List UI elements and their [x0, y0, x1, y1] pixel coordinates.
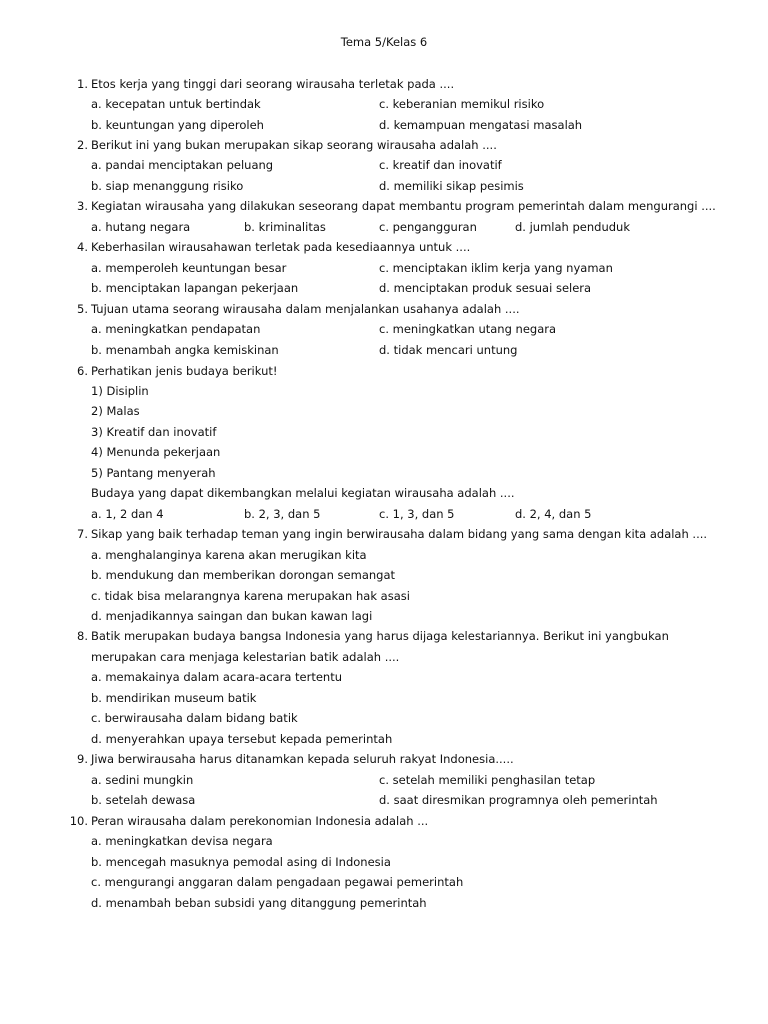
question-number: 5.: [77, 302, 88, 316]
list-item-text: 1) Disiplin: [91, 384, 149, 398]
option-text: a. meningkatkan devisa negara: [91, 834, 273, 848]
option-b: b. setelah dewasa: [91, 793, 196, 807]
option-d: d. memiliki sikap pesimis: [379, 179, 524, 193]
option-d: d. kemampuan mengatasi masalah: [379, 118, 583, 132]
option-text: d. menyerahkan upaya tersebut kepada pemerintah: [91, 732, 393, 746]
option-text: b. mendukung dan memberikan dorongan semangat: [91, 568, 396, 582]
question-text: Kegiatan wirausaha yang dilakukan seseorang dapat membantu program pemerintah dalam mengurangi ....: [91, 199, 716, 213]
option-c: c. pengangguran: [379, 220, 477, 234]
option-d: d. saat diresmikan programnya oleh pemerintah: [379, 793, 658, 807]
option-b: b. menambah angka kemiskinan: [91, 343, 279, 357]
option-c: c. menciptakan iklim kerja yang nyaman: [379, 261, 613, 275]
page-title: Tema 5/Kelas 6: [340, 35, 428, 49]
option-c: c. kreatif dan inovatif: [379, 158, 502, 172]
option-b: b. keuntungan yang diperoleh: [91, 118, 264, 132]
option-a: a. hutang negara: [91, 220, 191, 234]
option-c: c. setelah memiliki penghasilan tetap: [379, 773, 596, 787]
option-a: a. 1, 2 dan 4: [91, 507, 164, 521]
question-number: 6.: [77, 364, 88, 378]
question-number: 2.: [77, 138, 88, 152]
question-text: Budaya yang dapat dikembangkan melalui kegiatan wirausaha adalah ....: [91, 486, 515, 500]
list-item-text: 2) Malas: [91, 404, 140, 418]
option-b: b. kriminalitas: [244, 220, 326, 234]
option-text: a. memakainya dalam acara-acara tertentu: [91, 670, 343, 684]
question-number: 9.: [77, 752, 88, 766]
question-text: Tujuan utama seorang wirausaha dalam menjalankan usahanya adalah ....: [91, 302, 520, 316]
question-number: 1.: [77, 77, 88, 91]
question-text: Perhatikan jenis budaya berikut!: [91, 364, 278, 378]
option-d: d. jumlah penduduk: [515, 220, 630, 234]
option-c: c. keberanian memikul risiko: [379, 97, 545, 111]
option-b: b. 2, 3, dan 5: [244, 507, 321, 521]
question-number: 4.: [77, 240, 88, 254]
question-text: Jiwa berwirausaha harus ditanamkan kepada seluruh rakyat Indonesia.....: [91, 752, 514, 766]
list-item-text: 4) Menunda pekerjaan: [91, 445, 221, 459]
question-number: 8.: [77, 629, 88, 643]
option-text: c. berwirausaha dalam bidang batik: [91, 711, 298, 725]
question-number: 7.: [77, 527, 88, 541]
question-text: Batik merupakan budaya bangsa Indonesia yang harus dijaga kelestariannya. Berikut ini yangbukan: [91, 629, 669, 643]
option-c: c. 1, 3, dan 5: [379, 507, 455, 521]
option-a: a. memperoleh keuntungan besar: [91, 261, 287, 275]
question-text: Berikut ini yang bukan merupakan sikap seorang wirausaha adalah ....: [91, 138, 497, 152]
option-c: c. meningkatkan utang negara: [379, 322, 557, 336]
option-text: c. tidak bisa melarangnya karena merupakan hak asasi: [91, 589, 410, 603]
question-text: Peran wirausaha dalam perekonomian Indonesia adalah ...: [91, 814, 429, 828]
list-item-text: 3) Kreatif dan inovatif: [91, 425, 217, 439]
option-a: a. kecepatan untuk bertindak: [91, 97, 261, 111]
question-number: 3.: [77, 199, 88, 213]
question-text: merupakan cara menjaga kelestarian batik adalah ....: [91, 650, 400, 664]
question-text: Etos kerja yang tinggi dari seorang wirausaha terletak pada ....: [91, 77, 455, 91]
option-text: d. menjadikannya saingan dan bukan kawan lagi: [91, 609, 373, 623]
option-a: a. sedini mungkin: [91, 773, 194, 787]
question-text: Keberhasilan wirausahawan terletak pada kesediaannya untuk ....: [91, 240, 471, 254]
option-text: a. menghalanginya karena akan merugikan kita: [91, 548, 367, 562]
question-text: Sikap yang baik terhadap teman yang ingin berwirausaha dalam bidang yang sama dengan kita adalah ....: [91, 527, 708, 541]
option-a: a. pandai menciptakan peluang: [91, 158, 274, 172]
option-text: b. mendirikan museum batik: [91, 691, 257, 705]
list-item-text: 5) Pantang menyerah: [91, 466, 216, 480]
option-text: d. menambah beban subsidi yang ditanggung pemerintah: [91, 896, 427, 910]
option-d: d. tidak mencari untung: [379, 343, 518, 357]
option-b: b. siap menanggung risiko: [91, 179, 244, 193]
question-number: 10.: [69, 814, 88, 828]
option-d: d. 2, 4, dan 5: [515, 507, 592, 521]
option-d: d. menciptakan produk sesuai selera: [379, 281, 592, 295]
option-text: c. mengurangi anggaran dalam pengadaan pegawai pemerintah: [91, 875, 464, 889]
option-b: b. menciptakan lapangan pekerjaan: [91, 281, 299, 295]
option-text: b. mencegah masuknya pemodal asing di Indonesia: [91, 855, 391, 869]
option-a: a. meningkatkan pendapatan: [91, 322, 261, 336]
